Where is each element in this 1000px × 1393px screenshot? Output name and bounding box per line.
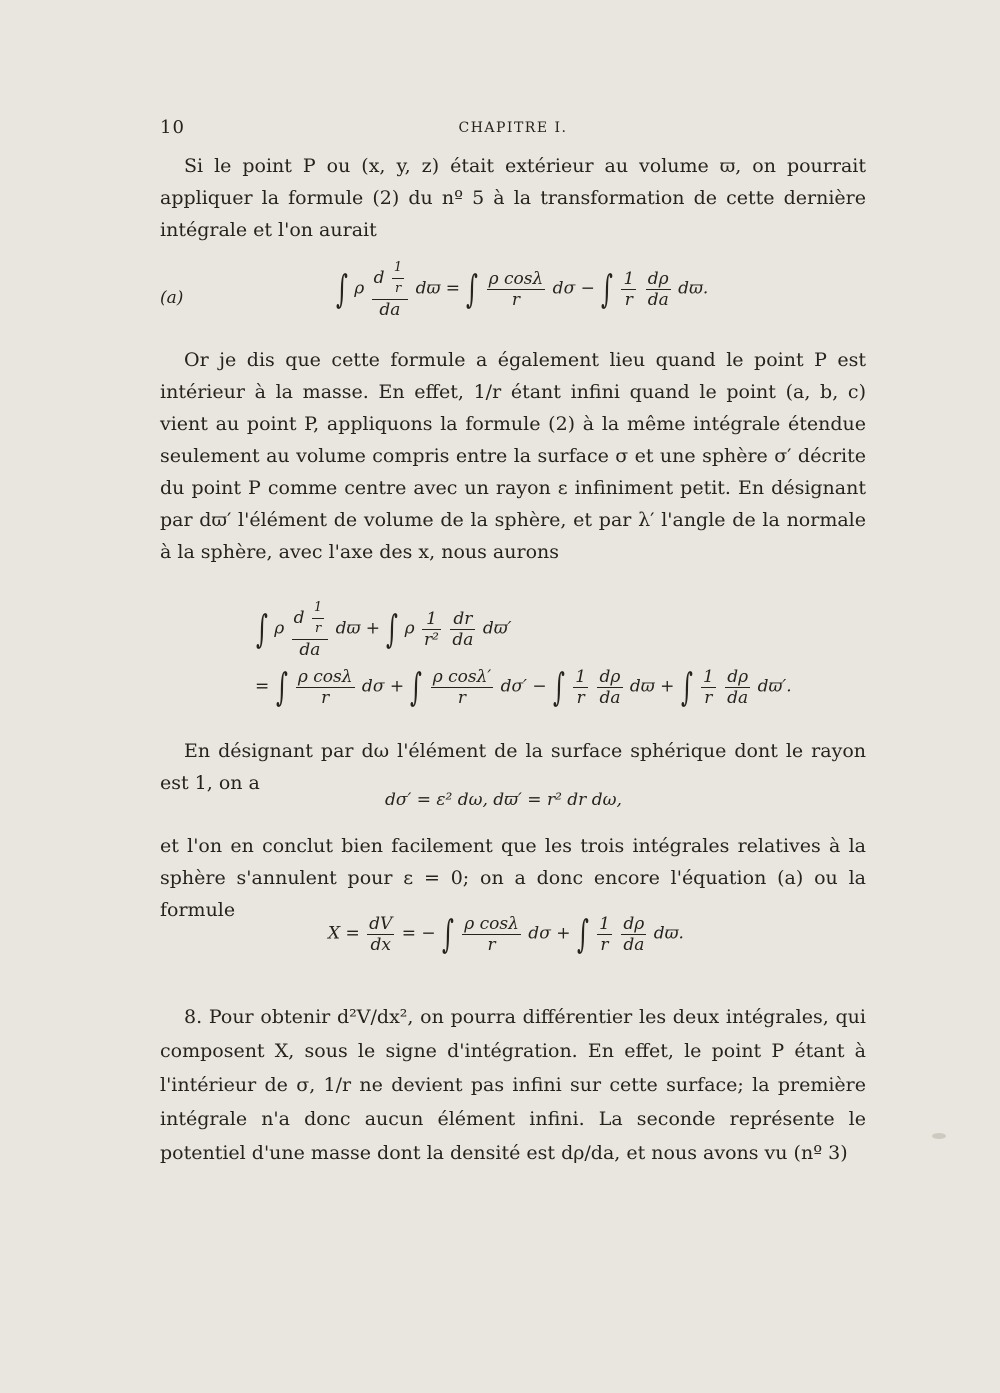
running-header (160, 117, 866, 141)
paragraph-1-text: Si le point P ou (x, y, z) était extérieur au volume ϖ, on pourrait appliquer la formule (2) du nº 5 à la transformation de cette dernière intégrale et l'on aurait (160, 155, 866, 241)
paragraph-3-text: En désignant par dω l'élément de la surface sphérique dont le rayon est 1, on a (160, 740, 866, 794)
paragraph-4-text: et l'on en conclut bien facilement que les trois intégrales relatives à la sphère s'annulent pour ε = 0; on a donc encore l'équation (a) ou la formule (160, 835, 866, 921)
paragraph-5-text: 8. Pour obtenir d²V/dx², on pourra différentier les deux intégrales, qui composent X, sous le signe d'intégration. En effet, le point P étant à l'intérieur de σ, 1/r ne devient pas infini sur cette surface; la première intégrale n'a donc aucun élément infini. La seconde représente le potentiel d'une masse dont la densité est dρ/da, et nous avons vu (nº 3) (160, 1006, 866, 1164)
equation-a-label: (a) (160, 288, 184, 308)
equation-a: ∫ ρ d $\frac{1}{r}$ da dϖ = ∫ $\frac{\text{ρ cosλ}}{r}$ dσ − ∫ $\frac{1}{r}$ $\frac{d\rho}{da}$ dϖ. (335, 260, 709, 320)
equation-c: dσ′ = ε² dω, dϖ′ = r² dr dω, (385, 790, 622, 810)
chapter-title: CHAPITRE I. (458, 120, 568, 136)
equation-b-line-2: = ∫ $\frac{\text{ρ cosλ}}{r}$ dσ + ∫ $\frac{\text{ρ cosλ′}}{r}$ dσ′ − ∫ $\frac{1}{r}$ $\frac{d\rho}{da}$ dϖ + ∫ $\frac{1}{r}$ $\frac{d\rho}{da}$ dϖ′. (255, 665, 792, 709)
paper-stain (932, 1133, 946, 1139)
equation-b-line-1: ∫ ρ d $\frac{1}{r}$ da dϖ + ∫ ρ $\frac{1}{\text{r²}}$ $\frac{dr}{da}$ dϖ′ (255, 600, 512, 660)
paragraph-2-text: Or je dis que cette formule a également lieu quand le point P est intérieur à la masse. En effet, 1/r étant infini quand le point (a, b, c) vient au point P, appliquons la formule (2) à la même intégrale étendue seulement au volume compris entre la surface σ et une sphère σ′ décrite du point P comme centre avec un rayon ε infiniment petit. En désignant par dϖ′ l'élément de volume de la sphère, et par λ′ l'angle de la normale à la sphère, avec l'axe des x, nous aurons (160, 349, 866, 563)
paragraph-2 (160, 344, 866, 568)
page-number: 10 (160, 117, 185, 138)
paragraph-1 (160, 150, 866, 246)
paragraph-5 (160, 1000, 866, 1170)
equation-d: X = $\frac{dV}{dx}$ = − ∫ $\frac{\text{ρ cosλ}}{r}$ dσ + ∫ $\frac{1}{r}$ $\frac{d\rho}{da}$ dϖ. (328, 912, 684, 956)
